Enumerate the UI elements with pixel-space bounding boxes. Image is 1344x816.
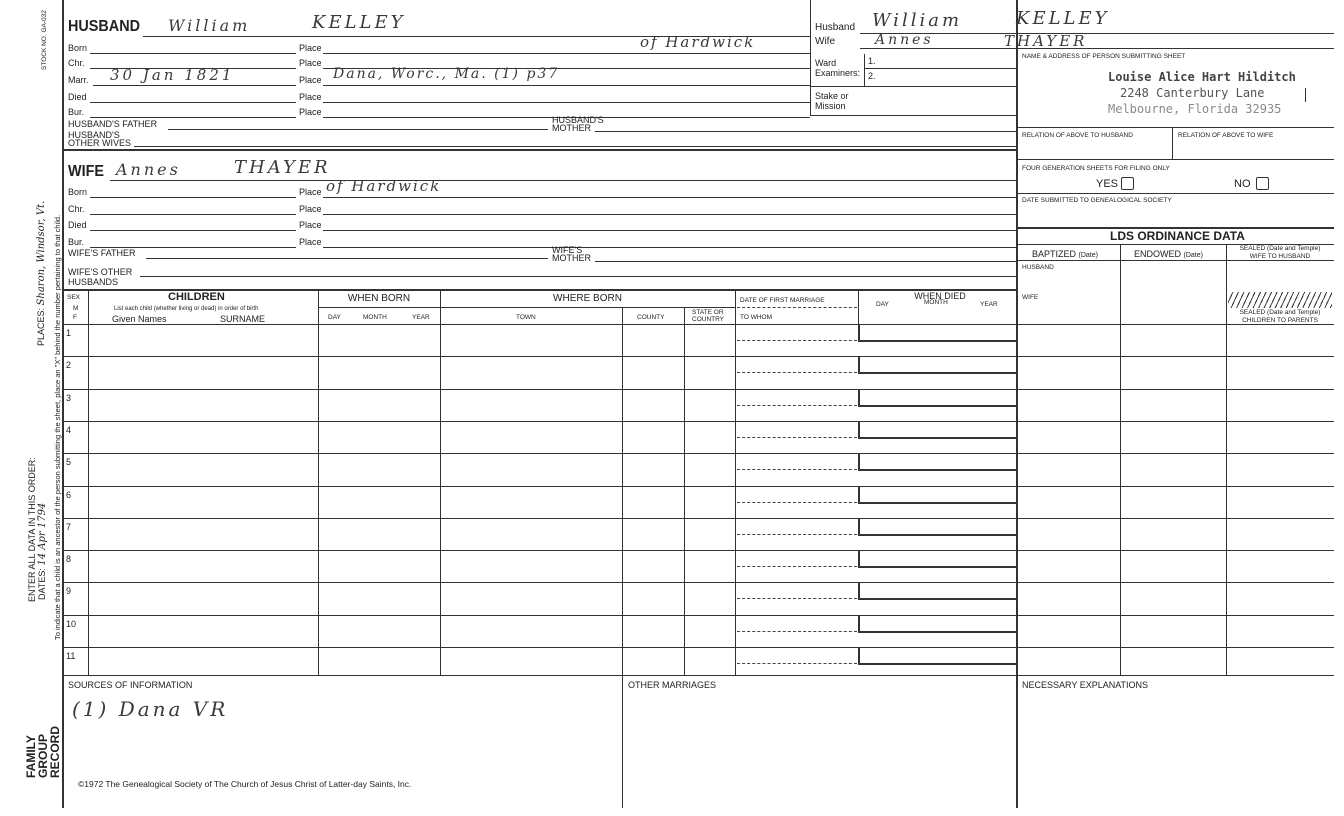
when-died-label: WHEN DIED bbox=[914, 291, 966, 301]
died-bracket bbox=[858, 454, 860, 470]
other-marriages-label: OTHER MARRIAGES bbox=[628, 680, 717, 690]
wife-born-label: Born bbox=[68, 187, 88, 197]
child-row-divider bbox=[62, 647, 1334, 648]
wife-father-label: WIFE'S FATHER bbox=[68, 248, 136, 258]
first-marriage-date-line[interactable] bbox=[737, 502, 857, 503]
baptized-date-note: (Date) bbox=[1078, 252, 1098, 259]
died-bracket bbox=[858, 648, 860, 664]
wife-born-place-label: Place bbox=[299, 187, 322, 197]
died-bracket bbox=[858, 551, 860, 567]
child-row-divider bbox=[62, 356, 1334, 357]
died-line[interactable] bbox=[858, 566, 1016, 568]
husband-chr-label: Chr. bbox=[68, 58, 85, 68]
relation-wife-label: RELATION OF ABOVE TO WIFE bbox=[1178, 132, 1274, 139]
endowed-date-note: (Date) bbox=[1183, 252, 1203, 259]
enter-all-instruction: ENTER ALL DATA IN THIS ORDER: bbox=[27, 457, 37, 602]
wife-other-husbands-label-1: WIFE'S OTHER bbox=[68, 267, 133, 277]
died-line[interactable] bbox=[858, 631, 1016, 633]
husband-bur-label: Bur. bbox=[68, 107, 85, 117]
sex-f: F bbox=[73, 314, 77, 321]
child-row-divider bbox=[62, 453, 1334, 454]
stake-label-1: Stake or bbox=[815, 91, 849, 101]
first-marriage-date-line[interactable] bbox=[737, 534, 857, 535]
died-day-label: DAY bbox=[876, 301, 889, 308]
first-marriage-date-line[interactable] bbox=[737, 469, 857, 470]
husband-born-place-label: Place bbox=[299, 43, 322, 53]
first-marriage-date-line[interactable] bbox=[737, 340, 857, 341]
child-row-divider bbox=[62, 550, 1334, 551]
died-bracket bbox=[858, 616, 860, 632]
wife-chr-place-label: Place bbox=[299, 204, 322, 214]
places-value: Sharon, Windsor, Vt. bbox=[36, 200, 47, 306]
right-section-divider bbox=[1016, 0, 1018, 808]
baptized-text: BAPTIZED bbox=[1032, 249, 1077, 259]
died-line[interactable] bbox=[858, 534, 1016, 536]
husband-marr-label: Marr. bbox=[68, 75, 89, 85]
sealed-hatch bbox=[1228, 292, 1332, 308]
record-title-1: FAMILY bbox=[24, 735, 38, 778]
submitter-street[interactable]: 2248 Canterbury Lane bbox=[1120, 86, 1265, 100]
sealed-children-label-1: SEALED (Date and Temple) bbox=[1239, 309, 1321, 316]
child-row-number: 5 bbox=[66, 457, 72, 467]
no-checkbox[interactable] bbox=[1256, 177, 1269, 190]
wife-mother-label-2: MOTHER bbox=[552, 253, 591, 263]
child-row-number: 1 bbox=[66, 328, 72, 338]
lds-title: LDS ORDINANCE DATA bbox=[1110, 229, 1245, 243]
stake-label-2: Mission bbox=[815, 101, 846, 111]
wife-chr-label: Chr. bbox=[68, 204, 85, 214]
died-year-label: YEAR bbox=[980, 301, 998, 308]
child-row-number: 8 bbox=[66, 554, 72, 564]
sources-value[interactable]: (1) Dana VR bbox=[72, 697, 229, 721]
ward-husband-label: Husband bbox=[815, 22, 856, 33]
lds-husband-label: HUSBAND bbox=[1022, 264, 1054, 271]
died-line[interactable] bbox=[858, 469, 1016, 471]
child-row-number: 7 bbox=[66, 522, 72, 532]
wife-heading: WIFE bbox=[68, 163, 104, 180]
no-label: NO bbox=[1234, 178, 1251, 190]
husband-marr-place[interactable]: Dana, Worc., Ma. (1) p37 bbox=[333, 66, 560, 82]
child-row-divider bbox=[62, 421, 1334, 422]
child-row-number: 6 bbox=[66, 490, 72, 500]
lds-wife-label: WIFE bbox=[1022, 294, 1039, 301]
child-row-number: 11 bbox=[66, 651, 76, 661]
husband-born-place[interactable]: of Hardwick bbox=[640, 33, 756, 51]
husband-mother-label-1: HUSBAND'S bbox=[552, 115, 604, 125]
died-bracket bbox=[858, 390, 860, 406]
child-row-divider bbox=[62, 615, 1334, 616]
died-line[interactable] bbox=[858, 502, 1016, 504]
ward-husband-given[interactable]: William bbox=[872, 10, 963, 31]
dates-value: 14 Apr 1794 bbox=[37, 502, 48, 566]
state-label-1: STATE OR bbox=[692, 309, 724, 316]
wife-died-place-label: Place bbox=[299, 220, 322, 230]
submitter-label: NAME & ADDRESS OF PERSON SUBMITTING SHEET bbox=[1022, 53, 1186, 60]
husband-heading: HUSBAND bbox=[68, 18, 140, 35]
died-line[interactable] bbox=[858, 340, 1016, 342]
died-bracket bbox=[858, 325, 860, 341]
husband-chr-place-label: Place bbox=[299, 58, 322, 68]
wife-surname[interactable]: THAYER bbox=[234, 157, 331, 178]
child-row-divider bbox=[62, 518, 1334, 519]
surname-label: SURNAME bbox=[220, 314, 266, 324]
where-born-label: WHERE BORN bbox=[553, 293, 622, 304]
died-line[interactable] bbox=[858, 663, 1016, 665]
husband-other-wives-label-2: OTHER WIVES bbox=[68, 138, 132, 148]
examiner-1[interactable]: 1. bbox=[868, 56, 876, 66]
sealed-wife-label-1: SEALED (Date and Temple) bbox=[1239, 245, 1321, 252]
wife-mother-label-1: WIFE'S bbox=[552, 245, 583, 255]
first-marriage-date-line[interactable] bbox=[737, 598, 857, 599]
husband-bur-place-label: Place bbox=[299, 107, 322, 117]
husband-given-name[interactable]: William bbox=[168, 16, 251, 35]
child-row-divider bbox=[62, 389, 1334, 390]
when-born-label: WHEN BORN bbox=[347, 293, 411, 304]
state-label-2: COUNTRY bbox=[692, 316, 725, 323]
died-line[interactable] bbox=[858, 437, 1016, 439]
died-month-label: MONTH bbox=[924, 299, 948, 306]
date-submitted-label: DATE SUBMITTED TO GENEALOGICAL SOCIETY bbox=[1022, 197, 1172, 204]
ward-label: Ward bbox=[815, 58, 837, 68]
born-month-label: MONTH bbox=[363, 314, 387, 321]
ward-divider bbox=[810, 0, 811, 115]
sealed-children-label-2: CHILDREN TO PARENTS bbox=[1242, 317, 1318, 324]
examiner-2[interactable]: 2. bbox=[868, 71, 876, 81]
yes-checkbox[interactable] bbox=[1121, 177, 1134, 190]
children-instruction: List each child (whether living or dead) in order of birth bbox=[114, 306, 259, 312]
died-bracket bbox=[858, 487, 860, 503]
endowed-text: ENDOWED bbox=[1134, 249, 1181, 259]
given-names-label: Given Names bbox=[112, 314, 167, 324]
husband-surname[interactable]: KELLEY bbox=[312, 12, 406, 33]
child-row-divider bbox=[62, 582, 1334, 583]
died-bracket bbox=[858, 422, 860, 438]
died-line[interactable] bbox=[858, 405, 1016, 407]
child-row-number: 4 bbox=[66, 425, 72, 435]
died-bracket bbox=[858, 583, 860, 599]
husband-marr-date[interactable]: 30 Jan 1821 bbox=[110, 66, 235, 84]
first-marriage-date-line[interactable] bbox=[737, 631, 857, 632]
husband-marr-place-label: Place bbox=[299, 75, 322, 85]
first-marriage-date-line[interactable] bbox=[737, 566, 857, 567]
first-marriage-date-line[interactable] bbox=[737, 372, 857, 373]
submitter-city[interactable]: Melbourne, Florida 32935 bbox=[1108, 102, 1282, 116]
died-bracket bbox=[858, 519, 860, 535]
wife-bur-place-label: Place bbox=[299, 237, 322, 247]
husband-mother-label-2: MOTHER bbox=[552, 123, 591, 133]
sealed-wife-label-2: WIFE TO HUSBAND bbox=[1249, 253, 1311, 260]
child-row-divider bbox=[62, 486, 1334, 487]
four-generation-label: FOUR GENERATION SHEETS FOR FILING ONLY bbox=[1022, 165, 1170, 172]
wife-born-place[interactable]: of Hardwick bbox=[326, 177, 442, 195]
ward-wife-surname[interactable]: THAYER bbox=[1004, 32, 1088, 50]
sex-label: SEX bbox=[67, 294, 81, 301]
first-marriage-date-line[interactable] bbox=[737, 437, 857, 438]
died-line[interactable] bbox=[858, 372, 1016, 374]
relation-husband-label: RELATION OF ABOVE TO HUSBAND bbox=[1022, 132, 1133, 139]
died-bracket bbox=[858, 357, 860, 373]
husband-father-label: HUSBAND'S FATHER bbox=[68, 119, 158, 129]
husband-born-label: Born bbox=[68, 43, 88, 53]
wife-other-husbands-label-2: HUSBANDS bbox=[68, 277, 119, 287]
examiners-label: Examiners: bbox=[815, 68, 861, 78]
husband-other-wives-label-1: HUSBAND'S bbox=[68, 130, 120, 140]
child-row-number: 10 bbox=[66, 619, 77, 629]
town-label: TOWN bbox=[516, 314, 536, 321]
yes-label: YES bbox=[1096, 178, 1119, 190]
record-title-2: GROUP bbox=[36, 733, 50, 778]
stock-number: STOCK NO. GA-032 bbox=[41, 10, 48, 70]
born-day-label: DAY bbox=[328, 314, 341, 321]
child-row-number: 9 bbox=[66, 586, 72, 596]
first-marriage-label: DATE OF FIRST MARRIAGE bbox=[740, 297, 825, 304]
ward-wife-label: Wife bbox=[815, 36, 835, 47]
copyright: ©1972 The Genealogical Society of The Church of Jesus Christ of Latter-day Saints, Inc. bbox=[78, 779, 412, 789]
wife-died-label: Died bbox=[68, 220, 87, 230]
ward-wife-given[interactable]: Annes bbox=[875, 32, 934, 48]
died-line[interactable] bbox=[858, 598, 1016, 600]
dates-prefix: DATES: bbox=[37, 568, 47, 600]
sources-label: SOURCES OF INFORMATION bbox=[68, 680, 193, 690]
husband-died-place-label: Place bbox=[299, 92, 322, 102]
record-title-3: RECORD bbox=[48, 725, 62, 778]
child-row-number: 2 bbox=[66, 360, 72, 370]
husband-died-label: Died bbox=[68, 92, 87, 102]
left-border bbox=[62, 0, 64, 808]
explanations-label: NECESSARY EXPLANATIONS bbox=[1022, 680, 1149, 690]
child-row-number: 3 bbox=[66, 393, 72, 403]
wife-given-name[interactable]: Annes bbox=[116, 160, 181, 179]
places-prefix: PLACES: bbox=[36, 307, 46, 346]
sex-m: M bbox=[73, 305, 79, 312]
places-instruction bbox=[36, 201, 47, 346]
ward-husband-surname[interactable]: KELLEY bbox=[1016, 8, 1110, 29]
wife-bur-label: Bur. bbox=[68, 237, 85, 247]
first-marriage-date-line[interactable] bbox=[737, 405, 857, 406]
dates-instruction bbox=[37, 503, 48, 600]
ancestor-instruction: To indicate that a child is an ancestor of the person submitting the sheet, place an "X" behind the number pertaining to that child. bbox=[53, 214, 62, 640]
first-marriage-date-line[interactable] bbox=[737, 663, 857, 664]
county-label: COUNTY bbox=[637, 314, 665, 321]
born-year-label: YEAR bbox=[412, 314, 430, 321]
children-title: CHILDREN bbox=[168, 291, 225, 303]
submitter-name[interactable]: Louise Alice Hart Hilditch bbox=[1108, 70, 1296, 84]
to-whom-label: TO WHOM bbox=[740, 314, 773, 321]
